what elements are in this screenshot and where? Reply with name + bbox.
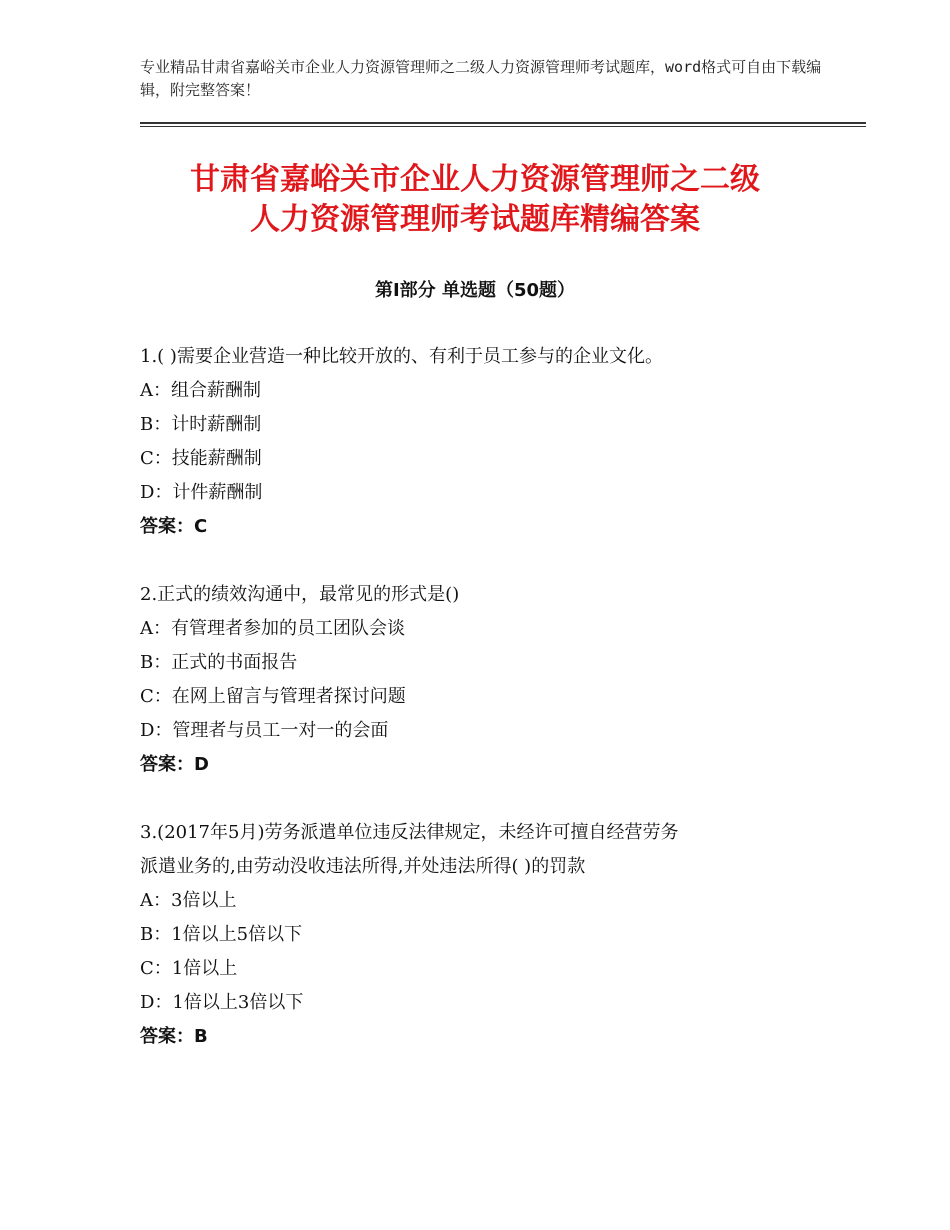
section-heading: 第Ⅰ部分 单选题（50题） [374,280,575,301]
question-1 [140,340,820,544]
question-stem: 1.( )需要企业营造一种比较开放的、有利于员工参与的企业文化。 [140,346,663,367]
question-stem: 3.(2017年5月)劳务派遣单位违反法律规定，未经许可擅自经营劳务 [140,822,679,843]
option-d: D：管理者与员工一对一的会面 [140,720,389,741]
header-note: 专业精品甘肃省嘉峪关市企业人力资源管理师之二级人力资源管理师考试题库，word格式可自由下载编辑，附完整答案！ [140,58,822,99]
header-divider-thin [140,126,866,127]
question-3 [140,816,820,1054]
title-line: 甘肃省嘉峪关市企业人力资源管理师之二级 [190,162,760,197]
question-stem-continued: 派遣业务的,由劳动没收违法所得,并处违法所得( )的罚款 [140,856,586,877]
question-2 [140,578,820,782]
document-title [100,160,850,240]
answer: 答案：B [140,1026,208,1047]
option-d: D：1倍以上3倍以下 [140,992,304,1013]
answer: 答案：C [140,516,208,537]
question-list [140,340,820,1088]
header-divider-thick [140,122,866,124]
option-a: A：3倍以上 [140,890,237,911]
option-b: B：1倍以上5倍以下 [140,924,303,945]
option-c: C：1倍以上 [140,958,238,979]
option-a: A：有管理者参加的员工团队会谈 [140,618,405,639]
option-d: D：计件薪酬制 [140,482,263,503]
option-c: C：在网上留言与管理者探讨问题 [140,686,406,707]
title-line: 人力资源管理师考试题库精编答案 [250,202,700,237]
option-b: B：计时薪酬制 [140,414,262,435]
question-stem: 2.正式的绩效沟通中，最常见的形式是() [140,584,460,605]
option-b: B：正式的书面报告 [140,652,298,673]
option-c: C：技能薪酬制 [140,448,262,469]
answer: 答案：D [140,754,209,775]
option-a: A：组合薪酬制 [140,380,261,401]
